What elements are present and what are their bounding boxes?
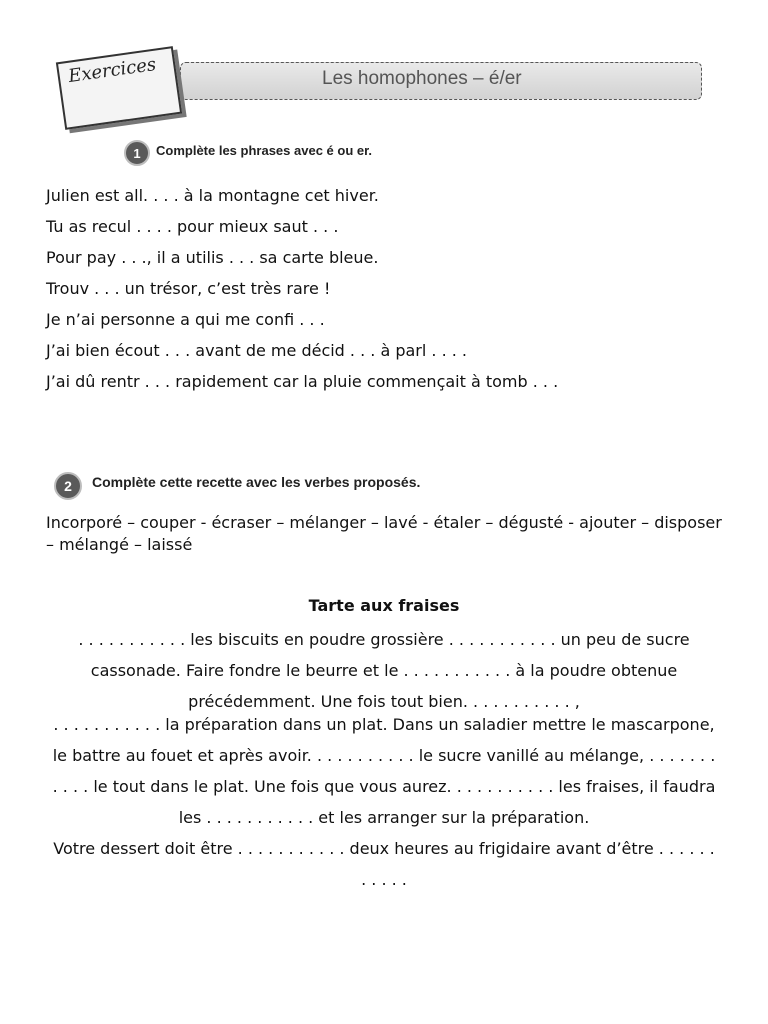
- sentence-3: Pour pay . . ., il a utilis . . . sa carte bleue.: [46, 248, 379, 267]
- exercise-2-instruction: Complète cette recette avec les verbes proposés.: [92, 474, 421, 490]
- worksheet-title: Les homophones – é/er: [322, 68, 522, 89]
- sentence-5: Je n’ai personne a qui me confi . . .: [46, 310, 325, 329]
- sentence-4: Trouv . . . un trésor, c’est très rare !: [46, 279, 331, 298]
- worksheet-header: [52, 44, 712, 140]
- sentence-1: Julien est all. . . . à la montagne cet hiver.: [46, 186, 379, 205]
- recipe-paragraph-2: . . . . . . . . . . . la préparation dans un plat. Dans un saladier mettre le mascarpone, le battre au fouet et après avoir. . . . . . . . . . . le sucre vanillé au mélange, . . . . . . . . . . . le tout dans le plat. Une fois que vous aurez. . . . . . . . . . . les fraises, il faudra les . . . . . . . . . . . et les arranger sur la préparation.: [52, 715, 716, 827]
- sentence-7: J’ai dû rentr . . . rapidement car la pluie commençait à tomb . . .: [46, 372, 559, 391]
- exercise-1-number-badge: 1: [124, 140, 150, 166]
- exercices-label: Exercices: [66, 53, 158, 88]
- sentence-6: J’ai bien écout . . . avant de me décid . . . à parl . . . .: [46, 341, 467, 360]
- recipe-paragraph-1: . . . . . . . . . . . les biscuits en poudre grossière . . . . . . . . . . . un peu de sucre cassonade. Faire fondre le beurre et le . . . . . . . . . . . à la poudre obtenue précédemment. Une fois tout bien. . . . . . . . . . . ,: [78, 630, 690, 711]
- exercise-2-number-badge: 2: [54, 472, 82, 500]
- exercise-1-instruction: Complète les phrases avec é ou er.: [156, 143, 373, 158]
- verb-word-bank: Incorporé – couper - écraser – mélanger – lavé - étaler – dégusté - ajouter – disposer – mélangé – laissé: [46, 513, 722, 554]
- recipe-title: Tarte aux fraises: [308, 596, 460, 615]
- recipe-text: [50, 624, 718, 895]
- recipe-paragraph-3: Votre dessert doit être . . . . . . . . . . . deux heures au frigidaire avant d’être . . . . . . . . . . .: [53, 839, 715, 889]
- sentence-2: Tu as recul . . . . pour mieux saut . . .: [46, 217, 339, 236]
- exercise-1-sentence-list: [46, 180, 558, 397]
